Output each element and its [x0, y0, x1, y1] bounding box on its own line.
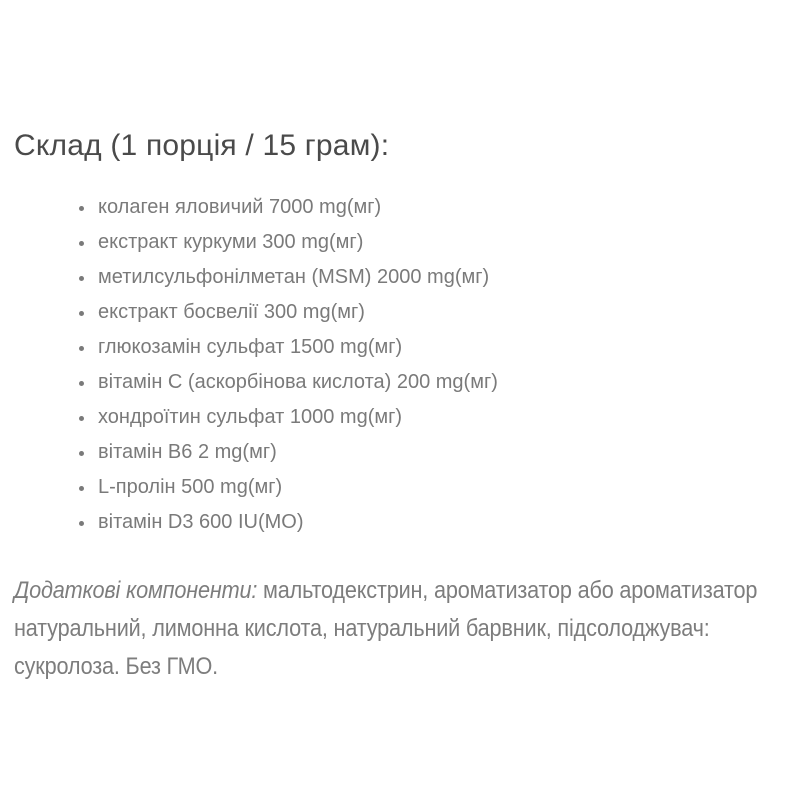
ingredient-item: • метилсульфонілметан (MSM) 2000 mg(мг) [96, 260, 786, 295]
ingredient-item: • колаген яловичий 7000 mg(мг) [96, 190, 786, 225]
ingredient-item: • екстракт куркуми 300 mg(мг) [96, 225, 786, 260]
ingredient-item: • хондроїтин сульфат 1000 mg(мг) [96, 400, 786, 435]
ingredient-item: • глюкозамін сульфат 1500 mg(мг) [96, 330, 786, 365]
ingredient-item: • L-пролін 500 mg(мг) [96, 470, 786, 505]
additional-components-paragraph [14, 572, 800, 686]
ingredient-item: • вітамін B6 2 mg(мг) [96, 435, 786, 470]
additional-components-label: Додаткові компоненти: [14, 577, 258, 604]
ingredient-item: • вітамін D3 600 IU(МО) [96, 505, 786, 540]
ingredient-item: • вітамін C (аскорбінова кислота) 200 mg(мг) [96, 365, 786, 400]
composition-title: Склад (1 порція / 15 грам): [14, 129, 390, 162]
ingredient-item: • екстракт босвелії 300 mg(мг) [96, 295, 786, 330]
ingredients-list [14, 190, 786, 540]
additional-components-text: мальтодекстрин, ароматизатор або ароматизатор натуральний, лимонна кислота, натуральний барвник, підсолоджувач: сукролоза. Без ГМО. [14, 577, 758, 680]
